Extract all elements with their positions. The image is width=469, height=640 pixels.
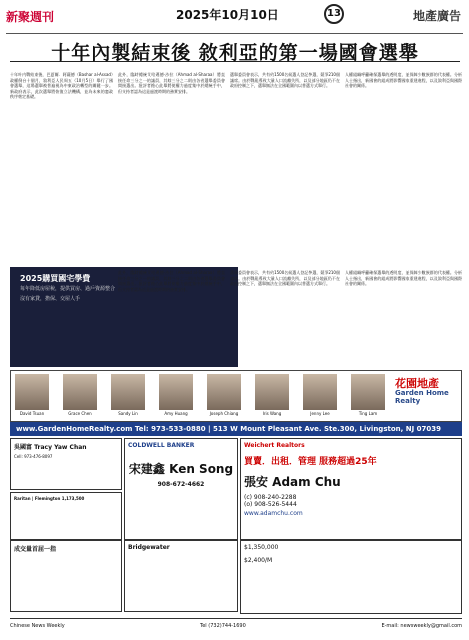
agent-name: Sandy Lin bbox=[118, 411, 138, 416]
footer-left: Chinese News Weekly bbox=[10, 623, 65, 629]
ad-phone: (c) 908-240-2288 bbox=[244, 494, 297, 501]
ad-listing bbox=[10, 492, 122, 540]
promo-title: 2025購買國宅學費 bbox=[20, 274, 91, 283]
ad-phone: 908-672-4662 bbox=[157, 481, 205, 488]
ad-phone: Cell: 973-476-8097 bbox=[14, 454, 53, 459]
realty-logo-en: Garden Home Realty bbox=[395, 389, 449, 405]
agent-name: Amy Huang bbox=[164, 411, 188, 416]
page-footer bbox=[10, 618, 462, 634]
contact-bar: www.GardenHomeRealty.com Tel: 973-533-0880 | 513 W Mount Pleasant Ave. Ste.300, Livingston, NJ 07039 bbox=[10, 422, 462, 436]
ad-agent-3 bbox=[124, 540, 238, 612]
headline: 十年內製結束後 敘利亞的第一場國會選舉 bbox=[10, 38, 460, 62]
article-column-3: 選舉委員會表示，共有約1500名候選人登記參選，競爭210個議席。由於戰亂導致大量人口流離失所，以及部分地區仍不在政府控制之下，選舉無法在全國範圍內以普選方式舉行。 bbox=[230, 72, 340, 89]
ad-tagline: 買賣．出租．管理 服務超過25年 bbox=[244, 457, 377, 467]
agent-photo bbox=[63, 374, 97, 410]
ad-agent-name: 張安 Adam Chu bbox=[244, 475, 341, 489]
promo-line-2: 沒有家貸，擔保、交屋人手 bbox=[20, 296, 81, 302]
agent-photo bbox=[159, 374, 193, 410]
listing-price-2: $2,400/M bbox=[244, 557, 273, 564]
ad-agent-2 bbox=[10, 540, 122, 612]
promo-line-1: 每年降低房屋稅，提供買房、過戶資源整合 bbox=[20, 286, 116, 292]
ad-website[interactable]: www.adamchu.com bbox=[244, 510, 303, 517]
ad-tracy bbox=[10, 438, 122, 490]
ad-title: 吳國富 Tracy Yaw Chan bbox=[14, 444, 87, 451]
realty-logo-cn: 花園地產 bbox=[395, 377, 439, 390]
agent-photo bbox=[351, 374, 385, 410]
article-column-7: 人權組織呼籲確保選舉的透明度，並保障少數族群的代表權。分析人士指出，新國會的組成將影響國家重建進程，以及敘利亞與國際社會的關係。 bbox=[345, 270, 462, 287]
article-column-1: 十年叶内戰結束後，巴夏爾．阿薩德（Bashar al-Assad）政權倒台十個月，敘利亞人民周五（10月5日）舉行了國會選舉，這場選舉被普遍視為中東政治轉型的關鍵一步。新政府表示，此次選舉將恢復立法機構，並為未來的憲政秩序奠定基礎。 bbox=[10, 72, 113, 100]
agent-photo bbox=[303, 374, 337, 410]
ad-agent-name: 宋建鑫 Ken Song bbox=[128, 462, 234, 476]
issue-date: 2025年10月10日 bbox=[176, 8, 279, 22]
agent-photo bbox=[15, 374, 49, 410]
listing-price-1: $1,350,000 bbox=[244, 544, 279, 551]
ad-phone-office: (o) 908-526-5444 bbox=[244, 501, 297, 508]
ad-adam-chu bbox=[240, 438, 462, 540]
article-column-5: 此外，臨時總統艾哈邁德·沙拉（Ahmad al-Sharaa）將直接任命三分之一的議員，其餘三分之二則由各省選舉委員會間接選出。批評者擔心此舉將使權力過度集中於總統手中，但支持者認為這是過渡時期的務實安排。 bbox=[118, 270, 225, 292]
ad-title: 成交量首屈一指 bbox=[14, 546, 57, 553]
agent-name: Joseph Chiang bbox=[209, 411, 239, 416]
page-header bbox=[6, 4, 463, 34]
realty-team-strip bbox=[10, 370, 462, 422]
ad-title: Raritan | Flemington 1,173,500 bbox=[14, 496, 85, 501]
section-title: 地產廣告 bbox=[412, 9, 461, 23]
ad-brand: COLDWELL BANKER bbox=[128, 442, 195, 449]
agent-name: Iris Wang bbox=[262, 411, 282, 416]
article-column-2: 此外，臨時總統艾哈邁德·沙拉（Ahmad al-Sharaa）將直接任命三分之一的議員，其餘三分之二則由各省選舉委員會間接選出。批評者擔心此舉將使權力過度集中於總統手中，但支持者認為這是過渡時期的務實安排。 bbox=[118, 72, 225, 94]
publication-title: 新聚週刊 bbox=[6, 10, 55, 24]
footer-right: E-mail: newsweekly@gmail.com bbox=[381, 623, 462, 629]
agent-photo bbox=[111, 374, 145, 410]
agent-photo bbox=[255, 374, 289, 410]
page-number: 13 bbox=[324, 4, 344, 24]
agent-name: Ting Lam bbox=[358, 411, 378, 416]
ad-listings-grid bbox=[240, 540, 462, 614]
ad-title: Bridgewater bbox=[128, 544, 170, 551]
agent-name: David Tsuan bbox=[19, 411, 45, 416]
article-column-6: 選舉委員會表示，共有約1500名候選人登記參選，競爭210個議席。由於戰亂導致大量人口流離失所，以及部分地區仍不在政府控制之下，選舉無法在全國範圍內以普選方式舉行。 bbox=[230, 270, 340, 287]
agent-name: Grace Chen bbox=[68, 411, 92, 416]
ad-brand: Weichert Realtors bbox=[244, 442, 305, 449]
footer-mid: Tel (732)744-1690 bbox=[200, 623, 246, 629]
agent-name: Jenny Lee bbox=[310, 411, 330, 416]
ad-ken-song bbox=[124, 438, 238, 540]
agent-photo bbox=[207, 374, 241, 410]
article-column-4: 人權組織呼籲確保選舉的透明度，並保障少數族群的代表權。分析人士指出，新國會的組成將影響國家重建進程，以及敘利亞與國際社會的關係。 bbox=[345, 72, 462, 89]
